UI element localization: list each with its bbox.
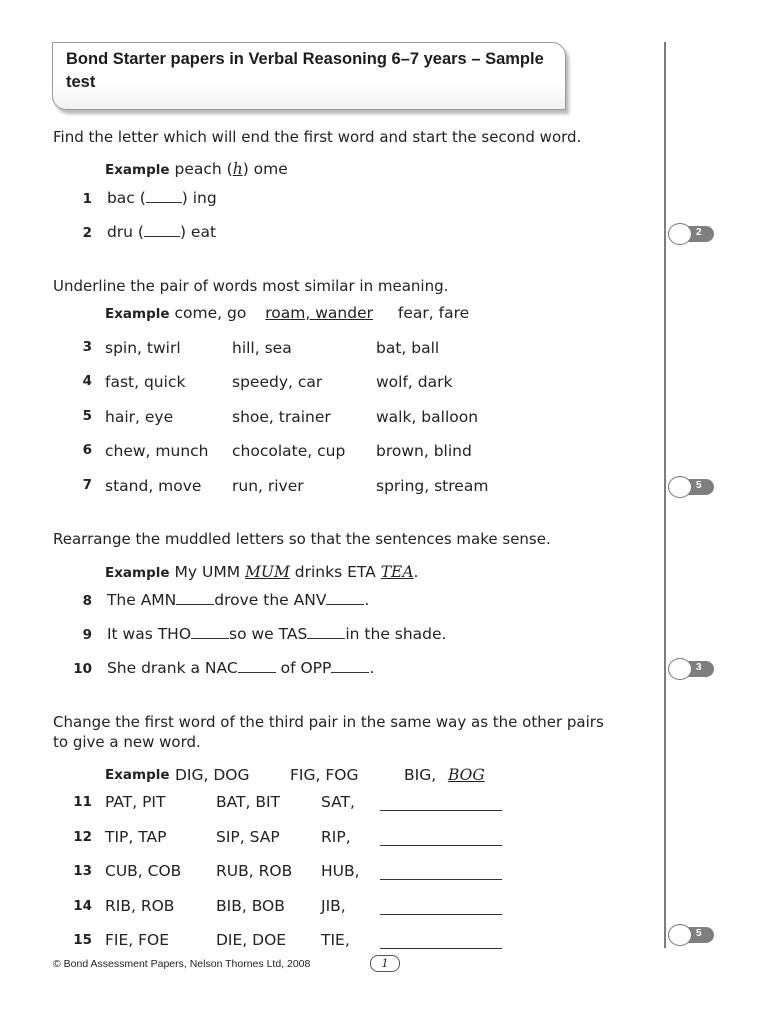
question-10 [70,659,374,677]
answer-blank[interactable] [331,660,369,673]
page-number: 1 [370,955,400,972]
word-pair: SIP, SAP [216,828,280,846]
answer-line[interactable] [380,810,502,811]
example-label: Example [105,306,170,322]
question-text: of OPP [275,659,332,677]
section2-instruction: Underline the pair of words most similar in meaning. [53,277,449,295]
word-pair-option[interactable]: run, river [232,477,304,495]
word-pair-option[interactable]: chew, munch [105,442,209,460]
section1-example [105,160,288,178]
score-marker-4 [668,924,716,946]
answer-line[interactable] [380,914,502,915]
answer-blank[interactable] [191,626,229,639]
question-number: 14 [73,898,92,914]
word-pair-option[interactable]: shoe, trainer [232,408,331,426]
word-pair-option[interactable]: hair, eye [105,408,174,426]
word-pair-option[interactable]: walk, balloon [376,408,479,426]
question-text: ) eat [179,223,217,241]
question-1 [70,189,217,207]
score-marker-value: 5 [696,928,702,939]
example-pair: DIG, DOG [175,766,250,784]
question-number: 13 [73,863,92,879]
question-number: 5 [82,408,92,424]
section4-instruction-line1: Change the first word of the third pair in the same way as the other pairs [53,713,604,731]
question-number: 10 [73,661,92,677]
copyright-footer: © Bond Assessment Papers, Nelson Thornes Ltd, 2008 [53,958,311,970]
question-text: . [364,591,370,609]
question-text: She drank a NAC [106,659,238,677]
question-text: dru ( [106,223,144,241]
example-pair: BIG, [404,766,437,784]
word-pair: SAT, [321,793,355,811]
word-pair: RIB, ROB [105,897,175,915]
word-pair: CUB, COB [105,862,182,880]
answer-blank[interactable] [307,626,345,639]
word-pair-option[interactable]: wolf, dark [376,373,453,391]
answer-blank[interactable] [326,592,364,605]
answer-line[interactable] [380,948,502,949]
answer-blank[interactable] [144,224,180,237]
example-text: My UMM [174,563,241,581]
example-text: drinks ETA [294,563,376,581]
word-pair-option[interactable]: brown, blind [376,442,472,460]
word-pair-option[interactable]: hill, sea [232,339,292,357]
word-pair: RIP, [321,828,351,846]
question-number: 4 [82,373,92,389]
example-label: Example [105,767,170,783]
question-text: so we TAS [229,625,308,643]
score-marker-2 [668,476,716,498]
example-text-after: ) ome [242,160,288,178]
question-text: . [369,659,375,677]
example-option: come, go [174,304,247,322]
question-2 [70,223,216,241]
score-marker-value: 3 [696,662,702,673]
word-pair: HUB, [321,862,360,880]
word-pair: BAT, BIT [216,793,281,811]
example-pair: FIG, FOG [290,766,359,784]
question-number: 6 [82,442,92,458]
page-title: Bond Starter papers in Verbal Reasoning 6–7 years – Sample test [66,50,544,91]
question-text: in the shade. [345,625,447,643]
example-text: . [413,563,419,581]
word-pair-option[interactable]: spring, stream [376,477,489,495]
question-number: 15 [73,932,92,948]
question-number: 1 [82,191,92,207]
section3-example [105,563,418,581]
example-answer: BOG [448,766,485,784]
question-9 [70,625,446,643]
word-pair: TIE, [321,931,350,949]
answer-line[interactable] [380,845,502,846]
question-text: The AMN [106,591,177,609]
example-answer: roam, wander [265,304,373,322]
word-pair-option[interactable]: stand, move [105,477,202,495]
question-text: ) ing [181,189,217,207]
example-option: fear, fare [397,304,470,322]
example-answer: TEA [380,563,414,581]
question-text: bac ( [106,189,146,207]
question-number: 11 [73,794,92,810]
section3-instruction: Rearrange the muddled letters so that the sentences make sense. [53,530,551,548]
word-pair-option[interactable]: bat, ball [376,339,440,357]
word-pair-option[interactable]: speedy, car [232,373,323,391]
word-pair: RUB, ROB [216,862,293,880]
word-pair-option[interactable]: spin, twirl [105,339,181,357]
question-8 [70,591,369,609]
word-pair: FIE, FOE [105,931,170,949]
margin-line [664,42,666,948]
section2-example [105,304,469,322]
question-number: 2 [82,225,92,241]
word-pair-option[interactable]: chocolate, cup [232,442,346,460]
question-text: It was THO [106,625,192,643]
score-marker-value: 2 [696,227,702,238]
score-marker-value: 5 [696,480,702,491]
example-text-before: peach ( [174,160,233,178]
section1-instruction: Find the letter which will end the first word and start the second word. [53,128,582,146]
answer-line[interactable] [380,879,502,880]
example-label: Example [105,162,170,178]
word-pair: DIE, DOE [216,931,287,949]
word-pair: BIB, BOB [216,897,285,915]
question-number: 9 [82,627,92,643]
section4-instruction-line2: to give a new word. [53,733,201,751]
word-pair: PAT, PIT [105,793,166,811]
word-pair: JIB, [321,897,346,915]
question-number: 8 [82,593,92,609]
question-text: drove the ANV [214,591,327,609]
example-answer: h [232,160,243,178]
word-pair: TIP, TAP [105,828,167,846]
question-number: 7 [82,477,92,493]
word-pair-option[interactable]: fast, quick [105,373,186,391]
example-label: Example [105,565,170,581]
answer-blank[interactable] [146,190,182,203]
example-answer: MUM [245,563,290,581]
score-marker-1 [668,223,716,245]
question-number: 12 [73,829,92,845]
answer-blank[interactable] [176,592,214,605]
question-number: 3 [82,339,92,355]
score-marker-3 [668,658,716,680]
answer-blank[interactable] [238,660,276,673]
